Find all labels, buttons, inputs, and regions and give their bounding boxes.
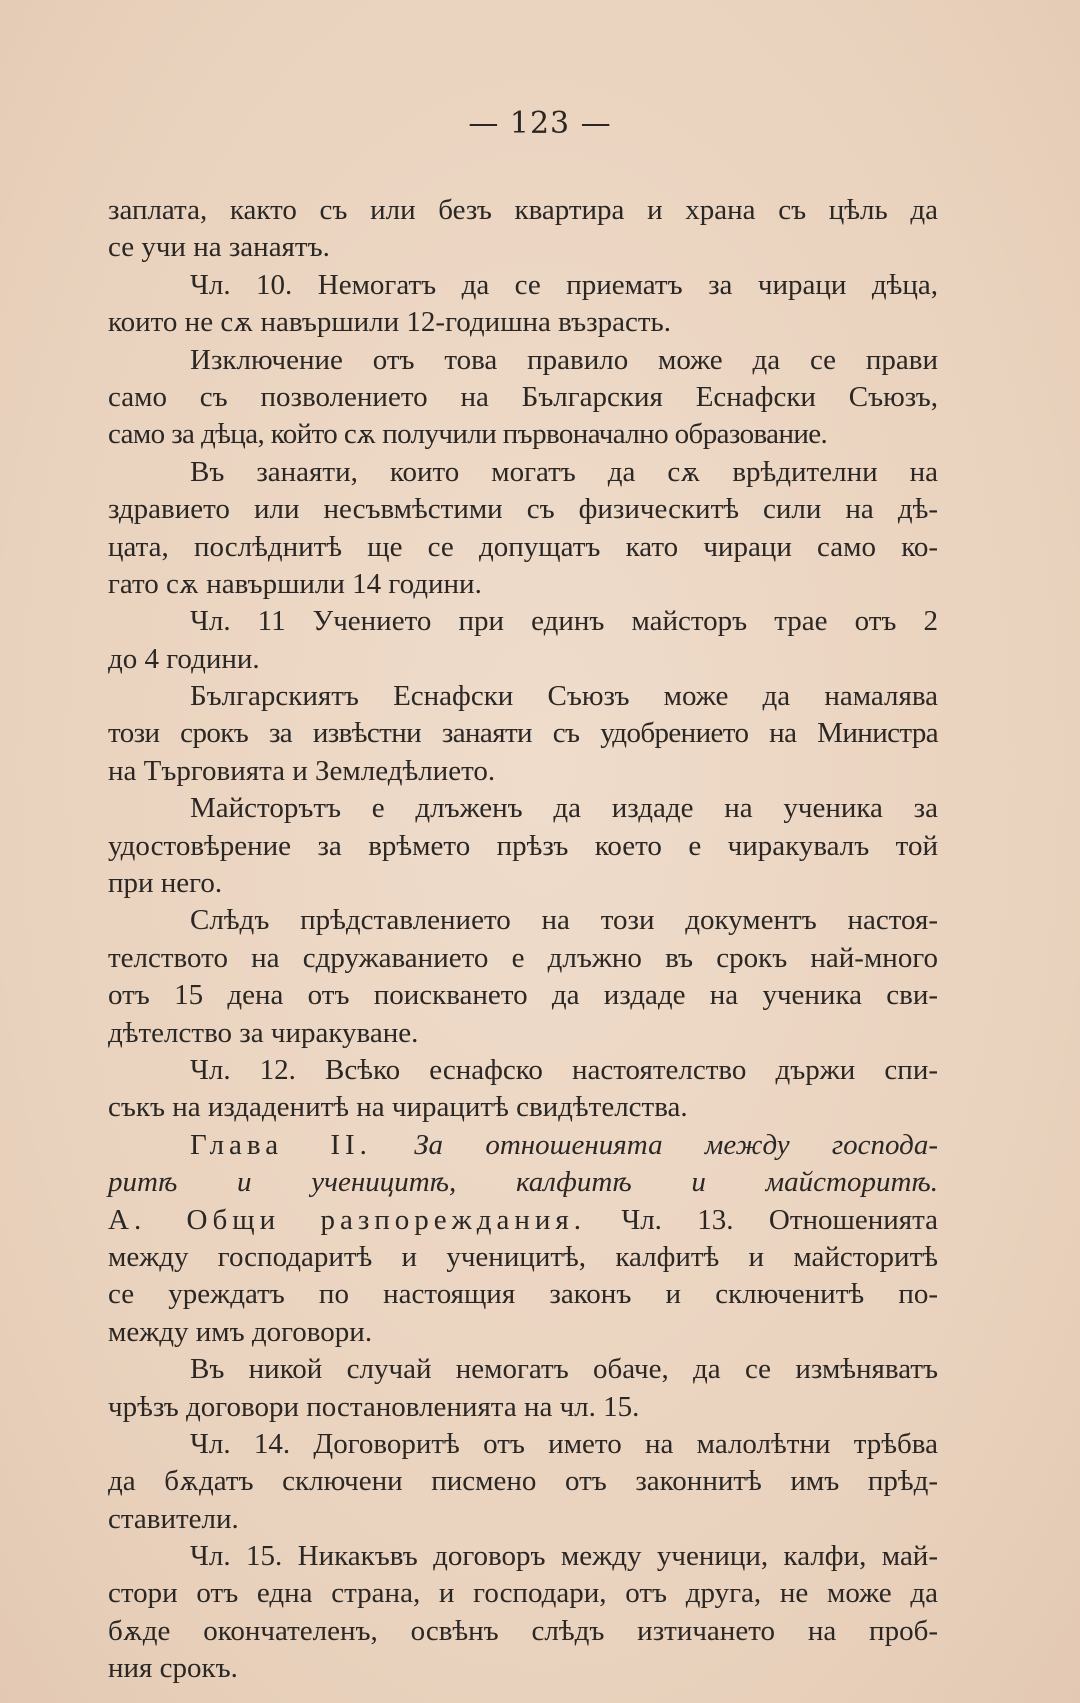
- text-line: се учи на занаятъ.: [108, 231, 330, 264]
- text-line: на Търговията и Земледѣлието.: [108, 754, 496, 787]
- text-line: този срокъ за извѣстни занаяти съ удобрението на Министра: [108, 717, 938, 750]
- text-line: Слѣдъ прѣдставлението на този документъ настоя-: [190, 904, 938, 937]
- text-line: Изключение отъ това правило може да се прави: [190, 343, 938, 376]
- text-line: Майсторътъ е длъженъ да издаде на ученика за: [190, 792, 938, 825]
- section-heading: [108, 1202, 938, 1239]
- chapter-label: Глава II.: [190, 1128, 372, 1161]
- text-line: Чл. 14. Договоритѣ отъ името на малолѣтни трѣбва: [190, 1427, 938, 1460]
- chapter-title-continued: ритѣ и ученицитѣ, калфитѣ и майсторитѣ.: [108, 1166, 938, 1199]
- text-line: да бѫдатъ сключени писмено отъ законнитѣ имъ прѣд-: [108, 1465, 938, 1498]
- text-line: между господаритѣ и ученицитѣ, калфитѣ и майсторитѣ: [108, 1240, 938, 1273]
- text-line: Българскиятъ Еснафски Съюзъ може да намалява: [190, 680, 938, 713]
- text-line: Чл. 15. Никакъвъ договоръ между ученици, калфи, май-: [190, 1540, 938, 1573]
- text-line: цата, послѣднитѣ ще се допущатъ като чираци само ко-: [108, 530, 938, 563]
- text-line: чрѣзъ договори постановленията на чл. 15.: [108, 1390, 640, 1423]
- text-line: между имъ договори.: [108, 1315, 373, 1348]
- text-line: които не сѫ навършили 12-годишна възрасть.: [108, 306, 671, 339]
- text-line: заплата, както съ или безъ квартира и храна съ цѣль да: [108, 194, 938, 226]
- text-line: телството на сдружаванието е длъжно въ срокъ най-много: [108, 941, 938, 974]
- text-line: ставители.: [108, 1502, 239, 1535]
- text-line: здравието или несъвмѣстими съ физическитѣ сили на дѣ-: [108, 493, 938, 526]
- text-line: до 4 години.: [108, 642, 260, 675]
- text-line: при него.: [108, 867, 223, 900]
- text-line: дѣтелство за чиракуване.: [108, 1016, 419, 1049]
- text-line: стори отъ една страна, и господари, отъ друга, не може да: [108, 1577, 938, 1610]
- text-line: Въ никой случай немогатъ обаче, да се измѣняватъ: [190, 1353, 938, 1386]
- section-label: А. Общи разпореждания.: [108, 1203, 586, 1236]
- text-line: бѫде окончателенъ, освѣнъ слѣдъ изтичането на проб-: [108, 1614, 938, 1647]
- text-line: удостовѣрение за врѣмето прѣзъ което е чиракувалъ той: [108, 829, 938, 862]
- section-text: Чл. 13. Отношенията: [621, 1203, 939, 1236]
- chapter-title: За отношенията между господа-: [414, 1128, 938, 1161]
- text-line: отъ 15 дена отъ поискването да издаде на ученика сви-: [108, 979, 938, 1012]
- page-number: — 123 —: [468, 106, 612, 141]
- text-line: Чл. 12. Всѣко еснафско настоятелство държи спи-: [190, 1053, 938, 1086]
- text-line: Чл. 11 Учението при единъ майсторъ трае отъ 2: [190, 605, 938, 638]
- chapter-heading: [108, 1127, 938, 1164]
- text-line: ния срокъ.: [108, 1652, 238, 1685]
- body-text: [108, 192, 938, 1688]
- text-line: само за дѣца, който сѫ получили първоначално образование.: [108, 418, 828, 451]
- text-line: се уреждатъ по настоящия законъ и сключенитѣ по-: [108, 1278, 938, 1311]
- text-line: гато сѫ навършили 14 години.: [108, 567, 482, 600]
- text-line: Чл. 10. Немогатъ да се приематъ за чираци дѣца,: [190, 268, 938, 301]
- text-line: Въ занаяти, които могатъ да сѫ врѣдителни на: [190, 455, 938, 488]
- text-line: съкъ на издаденитѣ на чирацитѣ свидѣтелства.: [108, 1091, 688, 1124]
- text-line: само съ позволението на Българския Еснафски Съюзъ,: [108, 380, 938, 413]
